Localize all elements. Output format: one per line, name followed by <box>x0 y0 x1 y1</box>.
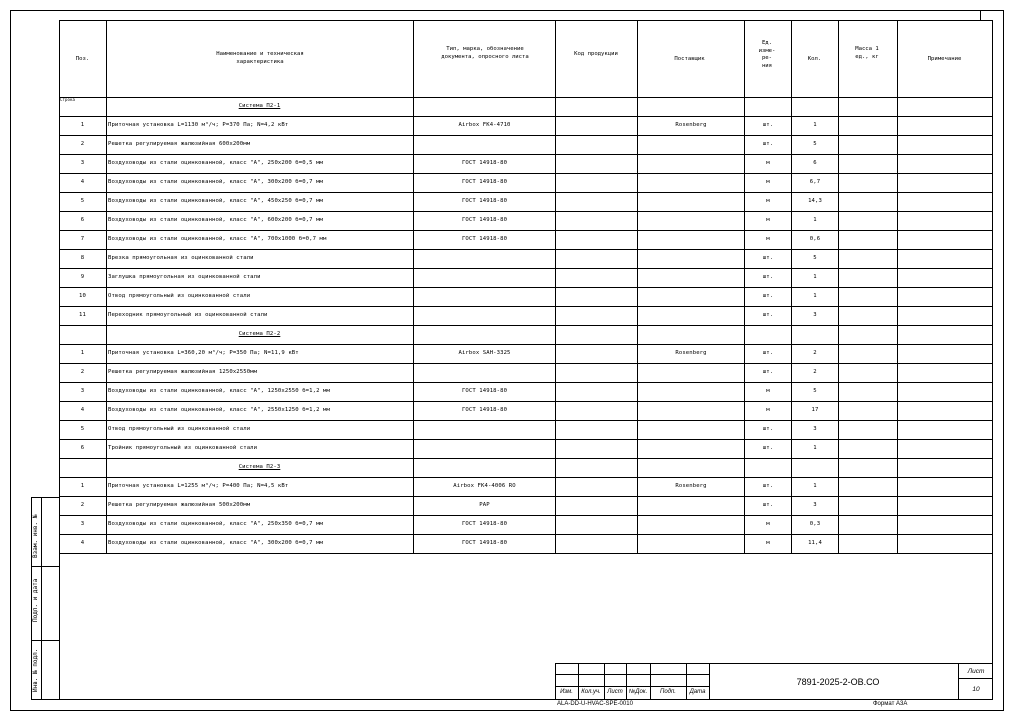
table-row-line <box>59 401 993 402</box>
table-row-line <box>59 135 993 136</box>
cell-unit: м <box>766 540 770 546</box>
cell-qty: 2 <box>813 350 817 356</box>
cell-type: Airbox FK4-4006 RO <box>453 483 516 489</box>
title-block-line <box>958 663 959 700</box>
cell-unit: м <box>766 521 770 527</box>
cell-pos: 7 <box>80 236 85 242</box>
cell-unit: шт. <box>762 369 774 375</box>
table-row-line <box>59 439 993 440</box>
cell-qty: 1 <box>813 483 817 489</box>
cell-unit: шт. <box>762 426 774 432</box>
cell-unit: м <box>766 236 770 242</box>
header-mass: Масса 1 ед., кг <box>855 46 879 60</box>
cell-qty: 1 <box>813 217 817 223</box>
header-name: Наименование и техническая характеристика <box>216 51 304 65</box>
cell-qty: 5 <box>813 388 817 394</box>
table-row-line <box>59 306 993 307</box>
cell-unit: м <box>766 179 770 185</box>
cell-name: Врезка прямоугольная из оцинкованной стали <box>108 255 254 261</box>
cell-pos: 1 <box>80 483 85 489</box>
cell-type: ГОСТ 14918-80 <box>461 407 508 413</box>
table-row-line <box>59 211 993 212</box>
frame-line <box>10 710 1004 711</box>
title-block-line <box>709 663 710 700</box>
title-block-line <box>555 686 709 687</box>
frame-line <box>59 699 993 700</box>
cell-unit: шт. <box>762 122 774 128</box>
table-row-line <box>59 496 993 497</box>
cell-qty: 0,6 <box>809 236 821 242</box>
table-row-line <box>59 534 993 535</box>
frame-line <box>10 10 11 711</box>
cell-unit: шт. <box>762 312 774 318</box>
cell-name: Отвод прямоугольный из оцинкованной стали <box>108 293 251 299</box>
cell-pos: 4 <box>80 540 85 546</box>
title-block-label: Лист <box>607 689 623 695</box>
cell-name: Переходник прямоугольный из оцинкованной стали <box>108 312 268 318</box>
table-row-line <box>59 192 993 193</box>
cell-name: Воздуховоды из стали оцинкованной, класс "А", 250х200 б=0,5 мм <box>108 160 323 166</box>
cell-unit: шт. <box>762 293 774 299</box>
header-note: Примечание <box>927 56 962 62</box>
title-block-label: Дата <box>689 689 706 695</box>
table-row-line <box>59 249 993 250</box>
cell-type: ГОСТ 14918-80 <box>461 179 508 185</box>
cell-supplier: Rosenberg <box>675 122 707 128</box>
cell-name: Отвод прямоугольный из оцинкованной стали <box>108 426 251 432</box>
cell-qty: 5 <box>813 255 817 261</box>
cell-qty: 6 <box>813 160 817 166</box>
header-supplier: Поставщик <box>674 56 705 62</box>
cell-qty: 1 <box>813 293 817 299</box>
cell-pos: 2 <box>80 141 85 147</box>
cell-unit: шт. <box>762 502 774 508</box>
cell-pos: 9 <box>80 274 85 280</box>
cell-pos: 3 <box>80 388 85 394</box>
first-row-mark: Строка <box>60 97 76 102</box>
cell-qty: 14,3 <box>808 198 822 204</box>
cell-unit: шт. <box>762 141 774 147</box>
header-qty: Кол. <box>807 56 822 62</box>
cell-type: ГОСТ 14918-80 <box>461 521 508 527</box>
frame-line <box>1003 10 1004 711</box>
cell-unit: м <box>766 160 770 166</box>
section-title: Система П2-2 <box>238 331 281 337</box>
title-block-line <box>958 678 993 679</box>
table-row-line <box>59 287 993 288</box>
section-title: Система П2-3 <box>238 464 281 470</box>
cell-pos: 6 <box>80 217 85 223</box>
cell-name: Решетка регулируемая жалюзийная 1250х2550мм <box>108 369 258 375</box>
cell-type: ГОСТ 14918-80 <box>461 236 508 242</box>
title-block-label: Подп. <box>660 689 676 695</box>
cell-supplier: Rosenberg <box>675 350 707 356</box>
table-row-line <box>59 458 993 459</box>
cell-type: ГОСТ 14918-80 <box>461 160 508 166</box>
cell-unit: шт. <box>762 445 774 451</box>
side-stamp-line <box>31 497 59 498</box>
table-row-line <box>59 477 993 478</box>
table-row-line <box>59 553 993 554</box>
side-stamp-line <box>31 640 59 641</box>
cell-qty: 3 <box>813 426 817 432</box>
cell-name: Воздуховоды из стали оцинкованной, класс "А", 250х350 б=0,7 мм <box>108 521 323 527</box>
side-stamp-replace-inv: Взам. инв. № <box>32 514 39 558</box>
cell-unit: м <box>766 407 770 413</box>
title-block-line <box>555 674 709 675</box>
title-block-label: Изм. <box>560 689 573 695</box>
cell-pos: 5 <box>80 426 85 432</box>
cell-name: Заглушка прямоугольная из оцинкованной стали <box>108 274 261 280</box>
cell-pos: 8 <box>80 255 85 261</box>
cell-pos: 10 <box>79 293 86 299</box>
cell-unit: шт. <box>762 483 774 489</box>
cell-type: Airbox FK4-4710 <box>458 122 511 128</box>
cell-pos: 5 <box>80 198 85 204</box>
cell-type: ГОСТ 14918-80 <box>461 540 508 546</box>
side-stamp-line <box>41 497 42 700</box>
side-stamp-line <box>31 699 59 700</box>
cell-unit: шт. <box>762 274 774 280</box>
table-row-line <box>59 116 993 117</box>
cell-type: ГОСТ 14918-80 <box>461 198 508 204</box>
cell-unit: м <box>766 198 770 204</box>
table-row-line <box>59 230 993 231</box>
header-pos: Поз. <box>75 56 90 62</box>
cell-unit: м <box>766 388 770 394</box>
cell-type: ГОСТ 14918-80 <box>461 217 508 223</box>
cell-qty: 1 <box>813 445 817 451</box>
cell-pos: 4 <box>80 179 85 185</box>
cell-pos: 4 <box>80 407 85 413</box>
cell-pos: 3 <box>80 521 85 527</box>
cell-type: ГОСТ 14918-80 <box>461 388 508 394</box>
cell-pos: 2 <box>80 369 85 375</box>
cell-pos: 2 <box>80 502 85 508</box>
table-row-line <box>59 268 993 269</box>
cell-name: Воздуховоды из стали оцинкованной, класс "А", 300х200 б=0,7 мм <box>108 179 323 185</box>
table-row-line <box>59 363 993 364</box>
title-block-label: Кол.уч. <box>581 689 601 695</box>
frame-line <box>980 10 981 21</box>
title-block-label: №Док. <box>628 689 648 695</box>
table-header-line <box>59 97 993 98</box>
section-title: Система П2-1 <box>238 103 281 109</box>
header-type: Тип, марка, обозначение документа, опросного листа <box>441 46 529 60</box>
sheet-number: 10 <box>972 686 980 693</box>
cell-qty: 6,7 <box>809 179 821 185</box>
sheet-label: Лист <box>967 668 985 675</box>
cell-name: Решетка регулируемая жалюзийная 600х200мм <box>108 141 251 147</box>
cell-unit: шт. <box>762 350 774 356</box>
cell-qty: 3 <box>813 312 817 318</box>
cell-name: Воздуховоды из стали оцинкованной, класс "А", 450х250 б=0,7 мм <box>108 198 323 204</box>
cell-unit: шт. <box>762 255 774 261</box>
doc-code: 7891-2025-2-ОВ.СО <box>796 677 880 687</box>
cell-qty: 17 <box>811 407 819 413</box>
cell-name: Воздуховоды из стали оцинкованной, класс "А", 700х1000 б=0,7 мм <box>108 236 327 242</box>
table-row-line <box>59 515 993 516</box>
cell-unit: м <box>766 217 770 223</box>
cell-name: Воздуховоды из стали оцинкованной, класс "А", 300х200 б=0,7 мм <box>108 540 323 546</box>
side-stamp-sign-date: Подп. и дата <box>32 578 39 622</box>
table-row-line <box>59 325 993 326</box>
side-stamp-line <box>31 566 59 567</box>
header-code: Код продукции <box>574 51 618 57</box>
frame-line <box>59 20 993 21</box>
side-stamp-orig-inv: Инв. № подл. <box>32 648 39 692</box>
format-label: Формат А3А <box>873 701 908 707</box>
cell-type: РАР <box>479 502 490 508</box>
table-row-line <box>59 344 993 345</box>
cell-name: Приточная установка L=360,20 м³/ч; P=350 Па; N=11,9 кВт <box>108 350 299 356</box>
table-row-line <box>59 173 993 174</box>
cell-name: Приточная установка L=1130 м³/ч; P=370 Па; N=4,2 кВт <box>108 122 289 128</box>
cell-pos: 1 <box>80 122 85 128</box>
header-unit: Ед. изме- ре- ния <box>758 40 776 69</box>
table-row-line <box>59 154 993 155</box>
table-row-line <box>59 420 993 421</box>
cell-qty: 0,3 <box>809 521 821 527</box>
cell-name: Решетка регулируемая жалюзийная 500х200мм <box>108 502 251 508</box>
cell-qty: 11,4 <box>808 540 822 546</box>
cell-name: Тройник прямоугольный из оцинкованной стали <box>108 445 258 451</box>
cell-qty: 5 <box>813 141 817 147</box>
cell-pos: 1 <box>80 350 85 356</box>
cell-pos: 3 <box>80 160 85 166</box>
cell-qty: 1 <box>813 122 817 128</box>
frame-line <box>10 10 1004 11</box>
cell-pos: 11 <box>79 312 86 318</box>
cell-name: Воздуховоды из стали оцинкованной, класс "А", 1250х2550 б=1,2 мм <box>108 388 330 394</box>
cell-pos: 6 <box>80 445 85 451</box>
cell-qty: 3 <box>813 502 817 508</box>
file-code: ALA-DD-U-HVAC-SPE-0010 <box>557 701 633 707</box>
cell-supplier: Rosenberg <box>675 483 707 489</box>
cell-name: Воздуховоды из стали оцинкованной, класс "А", 600х200 б=0,7 мм <box>108 217 323 223</box>
cell-type: Airbox SAH-3325 <box>458 350 511 356</box>
cell-name: Воздуховоды из стали оцинкованной, класс "А", 2550х1250 б=1,2 мм <box>108 407 330 413</box>
title-block-line <box>555 663 993 664</box>
table-row-line <box>59 382 993 383</box>
cell-qty: 1 <box>813 274 817 280</box>
cell-name: Приточная установка L=1255 м³/ч; P=400 Па; N=4,5 кВт <box>108 483 289 489</box>
cell-qty: 2 <box>813 369 817 375</box>
